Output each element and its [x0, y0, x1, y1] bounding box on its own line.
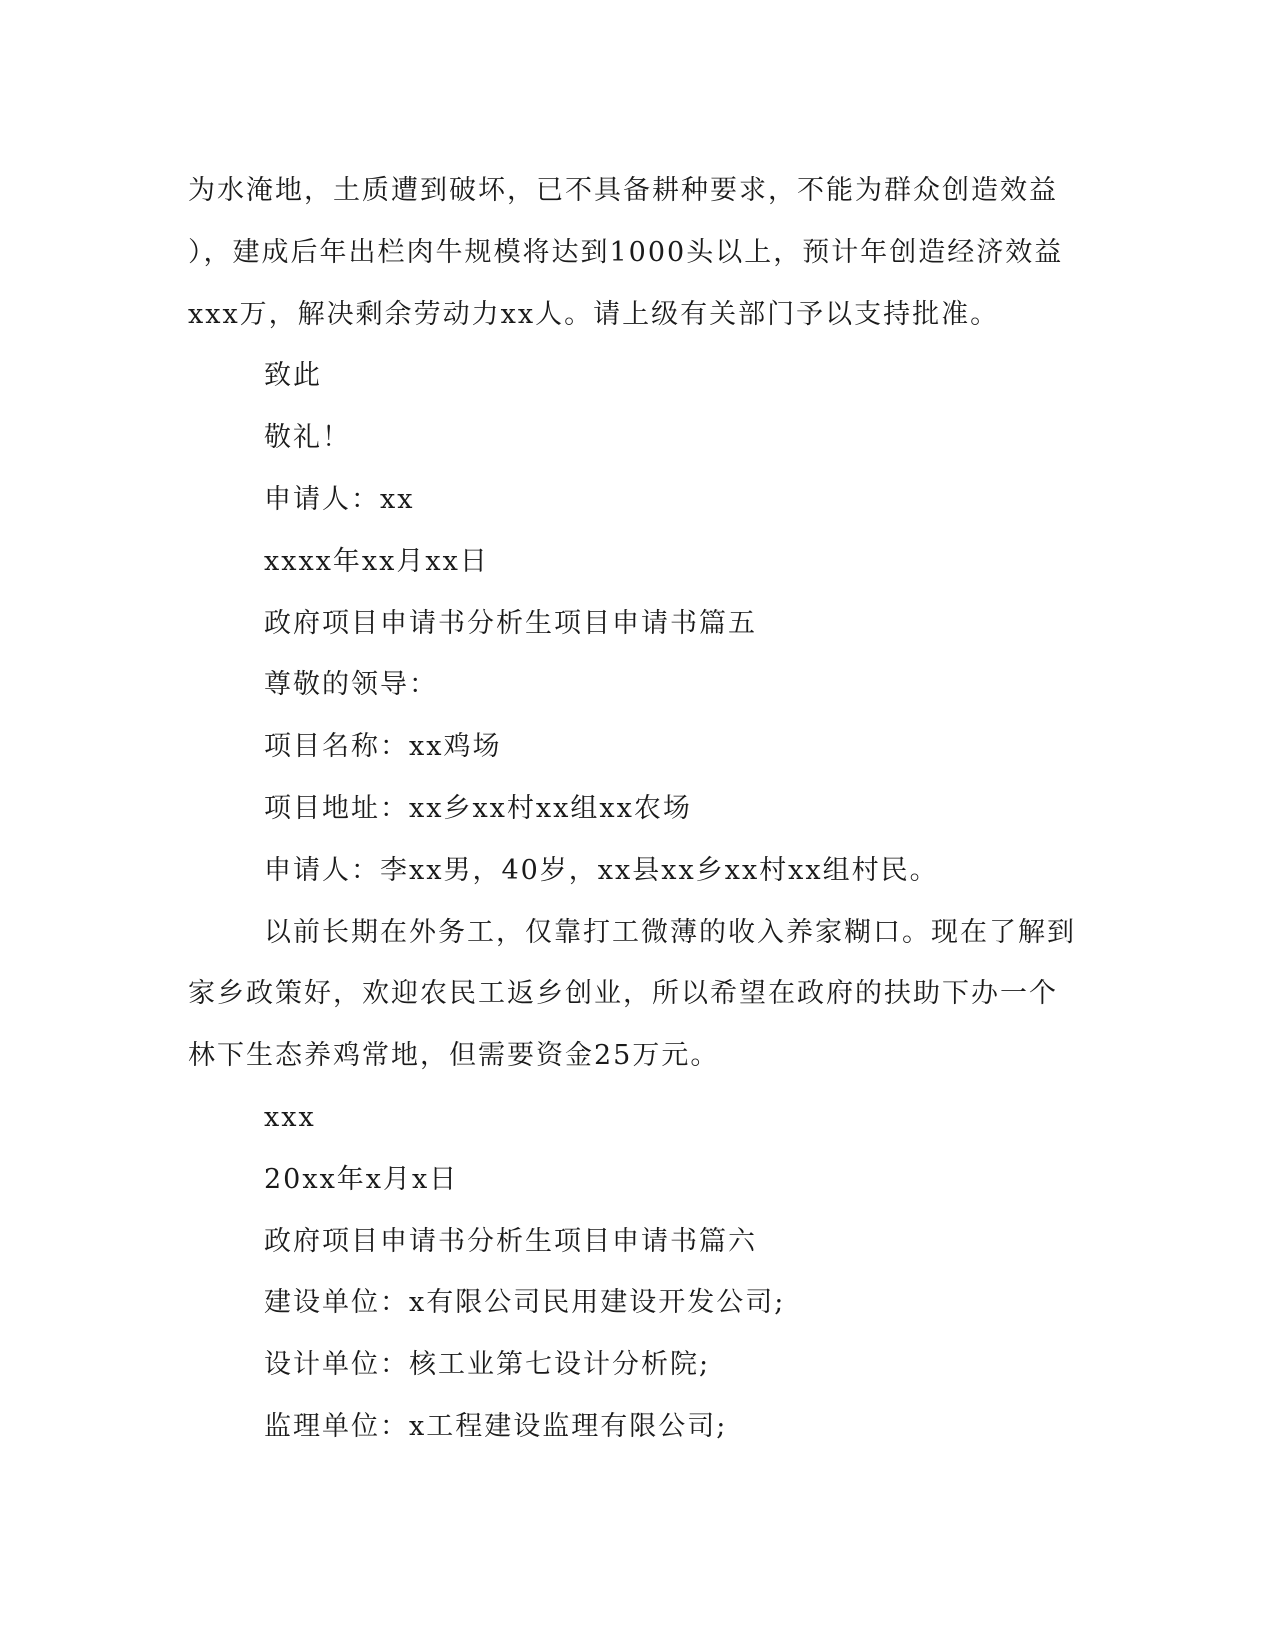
closing-phrase: 致此 — [264, 360, 322, 392]
section-title: 政府项目申请书分析生项目申请书篇六 — [264, 1225, 757, 1257]
paragraph-line: ），建成后年出栏肉牛规模将达到1000头以上，预计年创造经济效益 — [188, 236, 1064, 268]
applicant-signature: xxx — [264, 1101, 316, 1133]
signature-date: 20xx年x月x日 — [264, 1163, 459, 1195]
project-address: 项目地址：xx乡xx村xx组xx农场 — [264, 792, 692, 824]
construction-unit: 建设单位：x有限公司民用建设开发公司; — [264, 1287, 786, 1319]
paragraph-line: 林下生态养鸡常地，但需要资金25万元。 — [188, 1040, 720, 1072]
paragraph-line: 家乡政策好，欢迎农民工返乡创业，所以希望在政府的扶助下办一个 — [188, 978, 1058, 1010]
paragraph-line: xxx万，解决剩余劳动力xx人。请上级有关部门予以支持批准。 — [188, 298, 1000, 330]
project-name: 项目名称：xx鸡场 — [264, 731, 502, 763]
design-unit: 设计单位：核工业第七设计分析院; — [264, 1349, 711, 1381]
applicant-info: 申请人：李xx男，40岁，xx县xx乡xx村xx组村民。 — [264, 854, 939, 886]
signature-date: xxxx年xx月xx日 — [264, 545, 489, 577]
paragraph-line: 以前长期在外务工，仅靠打工微薄的收入养家糊口。现在了解到 — [264, 916, 1076, 948]
applicant-signature: 申请人：xx — [264, 483, 415, 515]
paragraph-line: 为水淹地，土质遭到破坏，已不具备耕种要求，不能为群众创造效益 — [188, 175, 1058, 206]
section-title: 政府项目申请书分析生项目申请书篇五 — [264, 607, 757, 639]
greeting: 尊敬的领导： — [264, 669, 438, 701]
salute: 敬礼！ — [264, 422, 351, 454]
document-body — [188, 160, 1088, 1458]
supervision-unit: 监理单位：x工程建设监理有限公司; — [264, 1410, 728, 1442]
